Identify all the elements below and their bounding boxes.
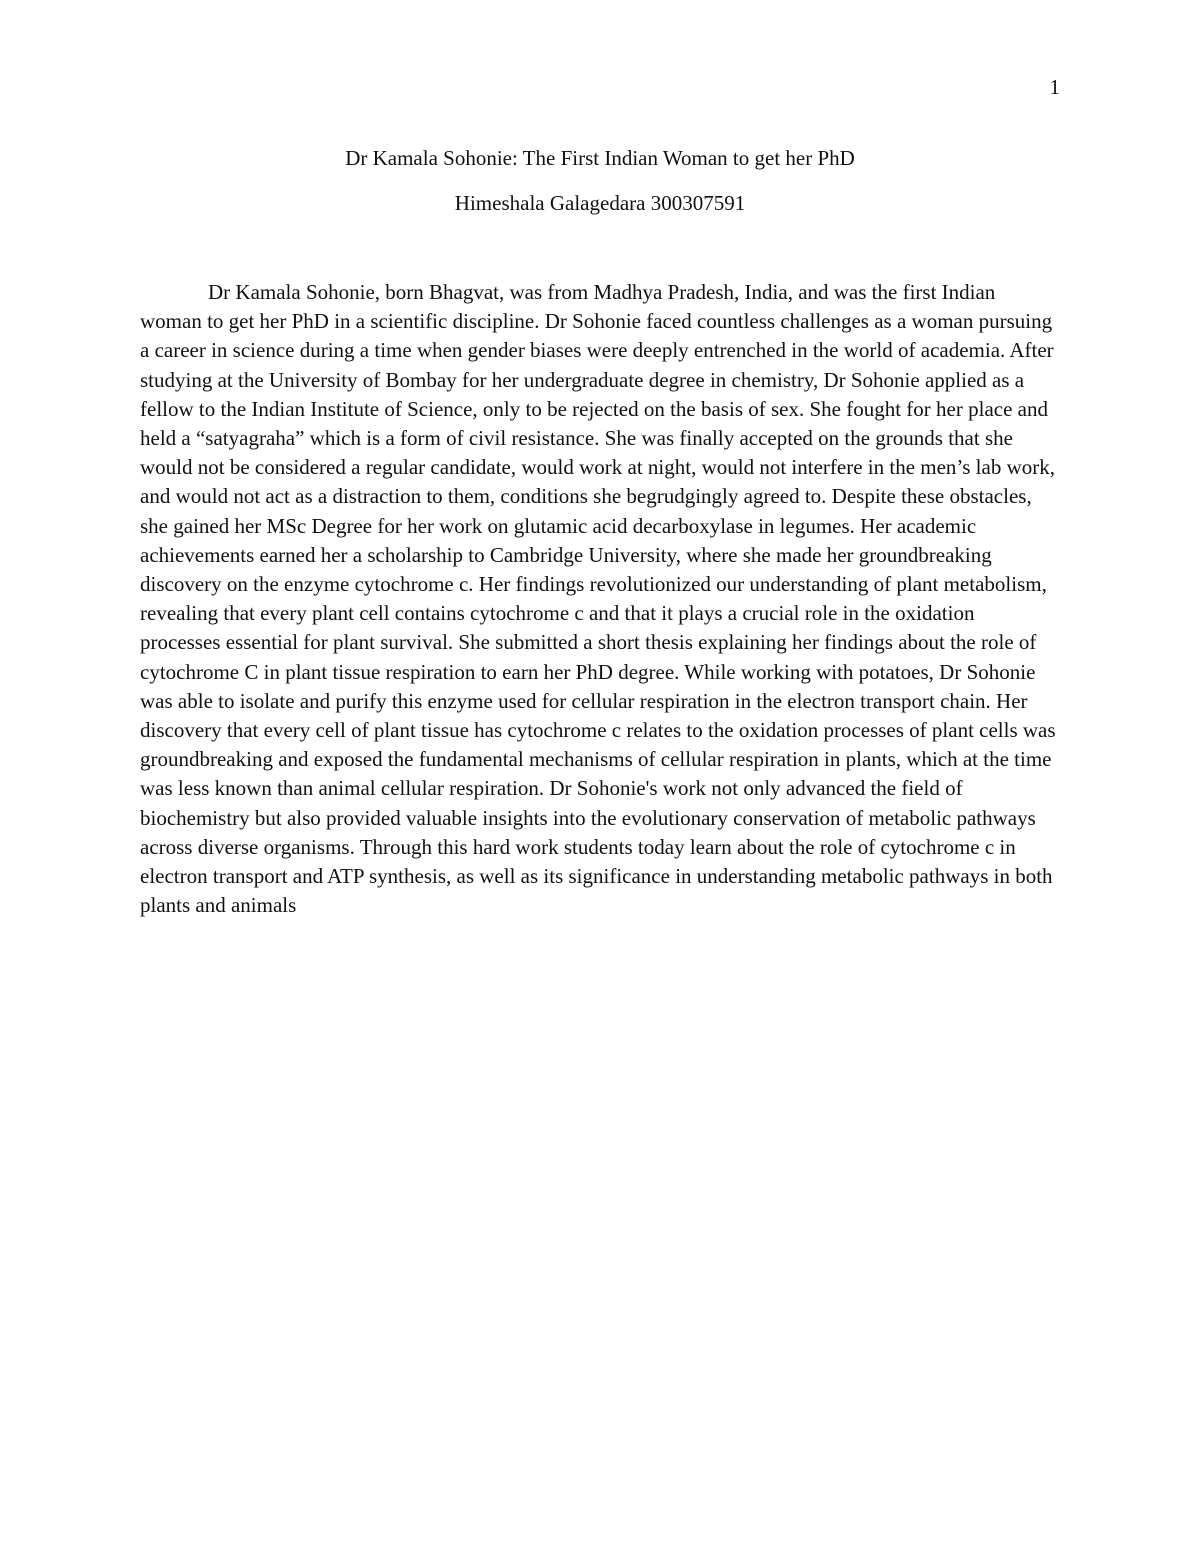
author-line: Himeshala Galagedara 300307591: [454, 191, 746, 215]
page-number: 1: [1049, 75, 1060, 99]
body-paragraph: Dr Kamala Sohonie, born Bhagvat, was from Madhya Pradesh, India, and was the first Indian woman to get her PhD in a scientific discipline. Dr Sohonie faced countless challenges as a woman pursuing a career in science during a time when gender biases were deeply entrenched in the world of academia. After studying at the University of Bombay for her undergraduate degree in chemistry, Dr Sohonie applied as a fellow to the Indian Institute of Science, only to be rejected on the basis of sex. She fought for her place and held a “satyagraha” which is a form of civil resistance. She was finally accepted on the grounds that she would not be considered a regular candidate, would work at night, would not interfere in the men’s lab work, and would not act as a distraction to them, conditions she begrudgingly agreed to. Despite these obstacles, she gained her MSc Degree for her work on glutamic acid decarboxylase in legumes. Her academic achievements earned her a scholarship to Cambridge University, where she made her groundbreaking discovery on the enzyme cytochrome c. Her findings revolutionized our understanding of plant metabolism, revealing that every plant cell contains cytochrome c and that it plays a crucial role in the oxidation processes essential for plant survival. She submitted a short thesis explaining her findings about the role of cytochrome C in plant tissue respiration to earn her PhD degree. While working with potatoes, Dr Sohonie was able to isolate and purify this enzyme used for cellular respiration in the electron transport chain. Her discovery that every cell of plant tissue has cytochrome c relates to the oxidation processes of plant cells was groundbreaking and exposed the fundamental mechanisms of cellular respiration in plants, which at the time was less known than animal cellular respiration. Dr Sohonie's work not only advanced the field of biochemistry but also provided valuable insights into the evolutionary conservation of metabolic pathways across diverse organisms. Through this hard work students today learn about the role of cytochrome c in electron transport and ATP synthesis, as well as its significance in understanding metabolic pathways in both plants and animals: [140, 280, 1056, 918]
document-title: Dr Kamala Sohonie: The First Indian Woman to get her PhD: [345, 146, 855, 170]
title-block: [140, 144, 1060, 218]
